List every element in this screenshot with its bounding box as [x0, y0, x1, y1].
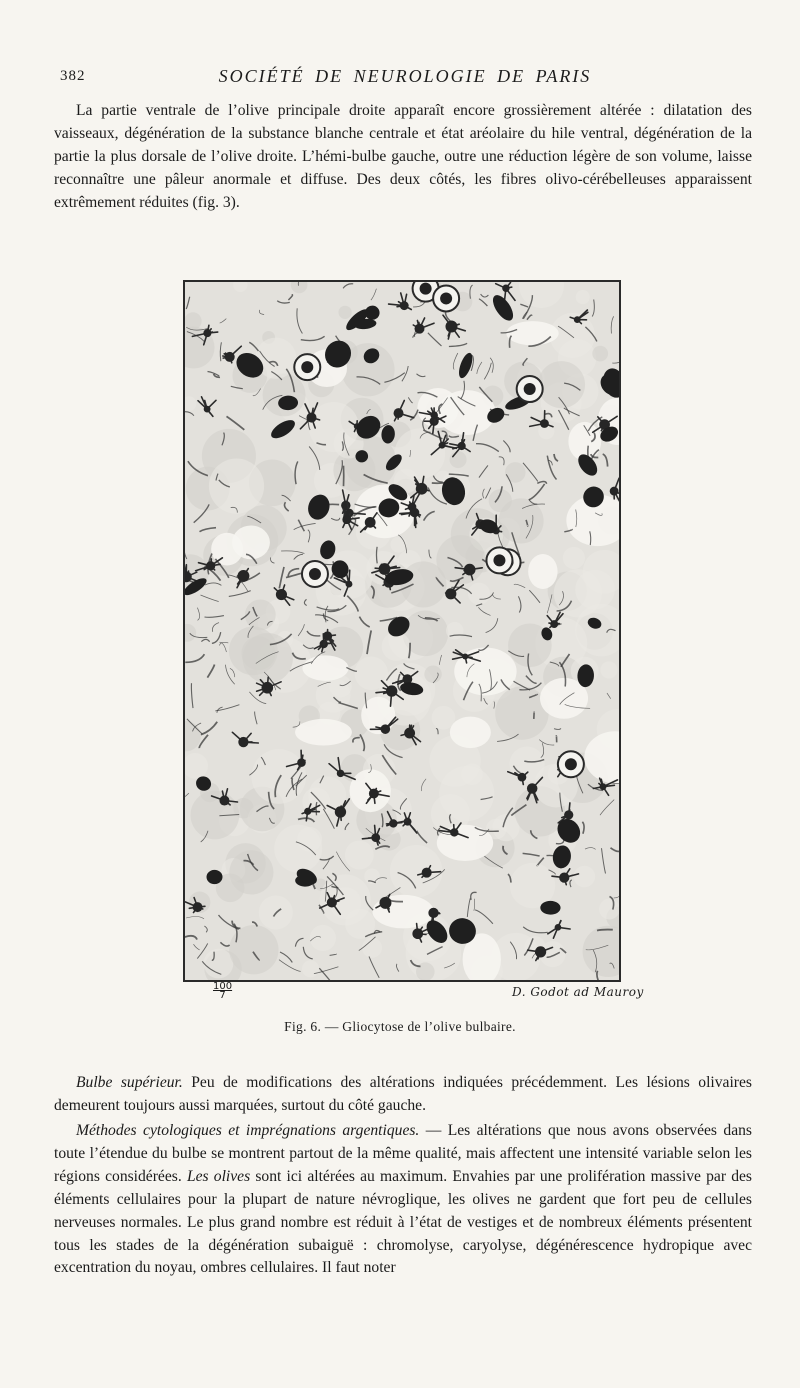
glial-cell-body [386, 685, 397, 696]
glial-fibre [607, 693, 611, 698]
glial-fibre [481, 294, 489, 297]
glial-cell-body [535, 946, 546, 957]
glial-fibre [529, 590, 540, 603]
glial-cell-body [462, 653, 468, 659]
background-blot [291, 282, 308, 293]
glial-cell-body [400, 301, 409, 310]
glial-fibre [582, 822, 584, 834]
background-blot [499, 498, 544, 543]
glial-fibre [492, 595, 500, 600]
pale-vacuole [450, 717, 491, 749]
glial-fibre [509, 336, 511, 348]
glial-fibre [255, 712, 257, 725]
glial-cell-body [369, 789, 379, 799]
glial-fibre [367, 630, 371, 654]
background-blot [316, 678, 351, 713]
background-blot [390, 536, 406, 552]
background-blot [204, 949, 234, 979]
glial-cell-body [439, 442, 446, 449]
artist-signature: D. Godot ad Mauroy [512, 985, 644, 999]
glial-cell-body [389, 819, 397, 827]
paragraph-methodes-text-a: — Les altérations que nous avons observées dans toute l’étendue du bulbe se montrent partout de la même qualité, mais affectent une intensité variable selon les régions considérées. [54, 1122, 752, 1185]
glial-cell-body [206, 561, 215, 570]
glial-fibre [537, 482, 546, 484]
glial-fibre [201, 639, 209, 641]
figure-illustration [183, 280, 621, 982]
glial-fibre [220, 342, 221, 361]
glial-fibre [205, 616, 224, 618]
glial-fibre [304, 599, 306, 605]
glial-fibre [479, 299, 488, 306]
glial-cell-body [237, 570, 249, 582]
glial-fibre [279, 960, 301, 972]
glial-fibre [298, 624, 304, 636]
glial-cell-body [204, 406, 211, 413]
glial-fibre [215, 705, 239, 711]
glial-cell-body [527, 783, 538, 794]
glial-cell-body [574, 316, 581, 323]
glial-cell-body [297, 758, 306, 767]
background-blot [446, 622, 463, 639]
glial-fibre [523, 927, 548, 933]
glial-cell-body [306, 412, 316, 422]
pale-vacuole [295, 719, 352, 746]
glial-fibre [467, 898, 470, 917]
glial-fibre [186, 916, 204, 918]
glial-cell-body [550, 620, 558, 628]
paragraph-methodes [54, 1120, 752, 1280]
glial-fibre [320, 856, 334, 860]
glial-fibre [309, 447, 320, 470]
glial-fibre [185, 936, 197, 940]
glial-fibre [494, 701, 495, 708]
glial-fibre [194, 944, 200, 950]
glial-cell-body [559, 873, 569, 883]
glial-cell-body [404, 728, 415, 739]
glial-cell-body [540, 419, 549, 428]
ringed-cell-nucleus [524, 383, 536, 395]
glial-fibre [303, 947, 312, 959]
glial-fibre [191, 683, 193, 708]
glial-fibre [523, 853, 540, 856]
background-blot [185, 753, 208, 779]
glial-fibre [471, 892, 477, 900]
background-blot [563, 547, 585, 569]
background-blot [450, 451, 467, 468]
page-header [54, 64, 756, 92]
background-blot [245, 599, 276, 630]
glial-fibre [249, 692, 266, 704]
glial-fibre [360, 734, 364, 751]
ringed-cell-nucleus [301, 361, 313, 373]
background-blot [302, 960, 319, 977]
glial-fibre [396, 964, 398, 972]
glial-cell-body [412, 928, 423, 939]
glial-fibre [539, 740, 554, 745]
glial-fibre [478, 607, 490, 615]
pale-vacuole [232, 526, 270, 560]
pale-vacuole [506, 321, 558, 345]
glial-fibre [408, 397, 412, 402]
glial-fibre [503, 441, 510, 453]
glial-cell-body [379, 563, 391, 575]
glial-fibre [331, 518, 340, 520]
glial-fibre [295, 938, 303, 946]
glial-cell-body [410, 508, 419, 517]
glial-cell-body [430, 411, 438, 419]
glial-cell-body [276, 589, 287, 600]
glial-cell-body [416, 483, 428, 495]
glial-fibre [602, 848, 606, 873]
glial-fibre [417, 374, 426, 377]
glial-fibre [514, 584, 525, 588]
glial-fibre [570, 880, 572, 887]
glial-fibre [529, 484, 545, 500]
background-blot [263, 373, 306, 416]
glial-fibre [204, 926, 207, 932]
glial-fibre [597, 930, 613, 931]
glial-fibre [185, 793, 189, 802]
glial-fibre [614, 890, 619, 898]
background-blot [229, 850, 273, 894]
paragraph-bulbe-text: Peu de modifications des altérations indiquées précédemment. Les lésions olivaires demeurent toujours aussi marquées, surtout du côté gauche. [54, 1074, 752, 1114]
ringed-cell-nucleus [565, 758, 577, 770]
background-blot [599, 899, 619, 920]
background-blot [509, 747, 544, 782]
glial-cell-body [327, 897, 337, 907]
background-blot [251, 749, 306, 804]
glial-cell-body [304, 808, 311, 815]
ringed-cell-nucleus [440, 292, 452, 304]
background-blot [233, 282, 247, 292]
glial-fibre [611, 316, 613, 333]
glial-fibre [470, 285, 473, 299]
background-blot [209, 458, 264, 513]
glial-fibre [371, 289, 377, 300]
glial-fibre [307, 631, 320, 636]
background-blot [436, 535, 485, 584]
glial-fibre [294, 554, 303, 559]
glial-cell-body [262, 682, 274, 694]
paragraph-bulbe-superieur [54, 1072, 752, 1118]
glial-cell-body [342, 515, 351, 524]
background-blot [574, 866, 595, 887]
background-blot [505, 462, 526, 483]
background-blot [185, 624, 196, 642]
glial-fibre [479, 465, 488, 477]
glial-cell-body [502, 285, 509, 292]
section-lead-bulbe: Bulbe supérieur. [76, 1074, 183, 1091]
glial-fibre [230, 668, 235, 677]
glial-fibre [345, 823, 349, 830]
glial-fibre [297, 308, 303, 333]
section-lead-olives: Les olives [186, 1167, 251, 1185]
glial-cell-body [464, 564, 476, 576]
glial-fibre [612, 358, 619, 363]
glial-fibre [475, 910, 493, 924]
glial-fibre [343, 284, 353, 289]
glial-fibre [554, 454, 558, 461]
glial-fibre [359, 617, 369, 627]
glial-cell-body [238, 737, 248, 747]
ringed-cell-nucleus [420, 283, 432, 295]
glial-fibre [477, 362, 482, 374]
background-blot [583, 926, 619, 977]
glial-fibre [417, 831, 428, 843]
glial-cell-body [323, 631, 332, 640]
ringed-cell-nucleus [493, 554, 505, 566]
ringed-cell-nucleus [309, 568, 321, 580]
glial-fibre [315, 615, 338, 623]
glial-fibre [449, 343, 467, 346]
glial-fibre [527, 315, 532, 320]
glial-fibre [476, 444, 499, 452]
glial-fibre [424, 511, 435, 520]
running-head: SOCIÉTÉ DE NEUROLOGIE DE PARIS [218, 66, 592, 86]
scale-label-bottom: 7 [219, 990, 226, 1001]
glial-fibre [279, 567, 284, 589]
glial-fibre [249, 342, 258, 351]
background-blot [309, 402, 359, 452]
glial-fibre [185, 654, 204, 662]
glial-cell-body [335, 806, 346, 817]
background-blot [185, 312, 202, 329]
glial-cell-body [445, 588, 456, 599]
glial-fibre [226, 665, 235, 685]
glial-cell-body [564, 810, 573, 819]
glial-fibre [449, 436, 459, 438]
scale-label-top: 100 [213, 981, 233, 992]
glial-fibre [518, 596, 521, 612]
glial-cell-body [219, 796, 229, 806]
glial-fibre [428, 333, 442, 346]
glial-fibre [284, 502, 288, 511]
glial-fibre [439, 655, 441, 665]
background-blot [355, 656, 389, 690]
glial-fibre [229, 591, 251, 597]
glial-fibre [227, 416, 245, 429]
glial-cell-body [445, 320, 457, 332]
glial-fibre [436, 729, 438, 735]
pale-vacuole [528, 554, 557, 589]
background-blot [576, 290, 590, 304]
background-blot [297, 827, 322, 852]
glial-fibre [330, 954, 337, 955]
page-number: 382 [60, 68, 86, 84]
glial-cell-body [518, 773, 527, 782]
glial-fibre [212, 623, 219, 632]
glial-fibre [197, 608, 199, 621]
paragraph-methodes-text-b: sont ici altérées au maximum. Envahies par une prolifération massive par des éléments cellulaires pour la plupart de nature névroglique, les olives ne gardent que fort peu de cellules nerveuses normales. Le plus grand nombre est réduit à l’état de vestiges et de nombreux éléments présentent tous les stades de la dégénération subaiguë : chromolyse, caryolyse, dégénérescence hydropique avec excentration du noyau, ombres cellulaires. Il faut noter [54, 1167, 752, 1277]
glial-fibre [212, 632, 221, 643]
glial-fibre [308, 530, 310, 543]
glial-cell-body [371, 833, 380, 842]
glial-fibre [201, 722, 217, 735]
glial-fibre [592, 300, 594, 317]
glial-fibre [186, 297, 190, 309]
glial-cell-body [555, 924, 562, 931]
background-blot [424, 665, 441, 682]
glial-fibre [410, 410, 418, 421]
glial-fibre [207, 665, 214, 678]
glial-fibre [508, 874, 511, 883]
glial-fibre [486, 618, 498, 632]
glial-fibre [301, 336, 325, 340]
glial-fibre [353, 738, 360, 743]
glial-fibre [369, 956, 379, 977]
glial-fibre [220, 319, 227, 323]
glial-cell-body [337, 770, 345, 778]
glial-fibre [280, 952, 292, 962]
glial-cell-body [428, 908, 438, 918]
glial-cell-body [414, 324, 424, 334]
glial-fibre [294, 523, 316, 529]
glial-fibre [526, 676, 537, 684]
glial-cell-body [458, 442, 466, 450]
glial-fibre [200, 528, 217, 532]
background-blot [519, 282, 564, 308]
glial-fibre [185, 412, 194, 416]
pale-vacuole [302, 655, 348, 680]
glial-fibre [603, 454, 608, 467]
glial-cell-body [610, 487, 619, 496]
micrograph-drawing [185, 282, 619, 980]
glial-fibre [376, 547, 377, 564]
glial-cell-body [422, 868, 432, 878]
glial-cell-body [193, 902, 203, 912]
glial-fibre [453, 353, 458, 369]
glial-fibre [201, 595, 219, 602]
glial-fibre [520, 304, 528, 307]
glial-fibre [316, 802, 317, 815]
background-blot [338, 306, 351, 319]
background-blot [600, 661, 617, 678]
background-blot [324, 550, 373, 599]
glial-cell-body [600, 783, 607, 790]
paragraph-olive-lesions: La partie ventrale de l’olive principale droite apparaît encore grossièrement altérée : dilatation des vaisseaux, dégénération de la substance blanche centrale et état aréolaire du hile ventral, dégénération de la partie la plus dorsale de l’olive droite. L’hémi-bulbe gauche, outre une réduction légère de son volume, laisse reconnaître une pâleur anormale et diffuse. Des deux côtés, les fibres olivo-cérébelleuses apparaissent extrêmement réduites (fig. 3). [54, 102, 752, 211]
glial-cell-body [203, 329, 211, 337]
background-blot [592, 346, 608, 362]
glial-fibre [288, 295, 292, 300]
glial-fibre [429, 550, 432, 559]
glial-fibre [483, 489, 485, 499]
glial-fibre [220, 942, 229, 946]
glial-fibre [421, 779, 426, 791]
glial-fibre [556, 736, 557, 742]
glial-fibre [259, 310, 264, 315]
glial-fibre [554, 729, 561, 730]
glial-cell-body [394, 408, 404, 418]
glial-fibre [205, 583, 221, 585]
glial-fibre [499, 457, 504, 465]
glial-cell-body [346, 581, 353, 588]
glial-fibre [611, 848, 620, 852]
glial-fibre [271, 557, 275, 563]
scale-label [213, 982, 232, 1000]
glial-fibre [277, 301, 290, 303]
glial-cell-body [365, 517, 376, 528]
background-blot [345, 841, 374, 870]
figure-caption: Fig. 6. — Gliocytose de l’olive bulbaire. [284, 1019, 516, 1034]
glial-fibre [585, 848, 596, 850]
background-blot [362, 938, 382, 958]
section-lead-methodes: Méthodes cytologiques et imprégnations argentiques. [76, 1122, 420, 1139]
background-blot [439, 766, 494, 821]
background-blot [185, 396, 196, 411]
glial-cell-body [450, 828, 458, 836]
glial-cell-body [225, 352, 235, 362]
glial-fibre [600, 800, 614, 816]
glial-fibre [484, 363, 491, 380]
glial-cell-body [381, 724, 391, 734]
glial-fibre [474, 899, 475, 911]
glial-fibre [295, 461, 298, 484]
glial-fibre [281, 551, 304, 554]
glial-cell-body [379, 897, 391, 909]
